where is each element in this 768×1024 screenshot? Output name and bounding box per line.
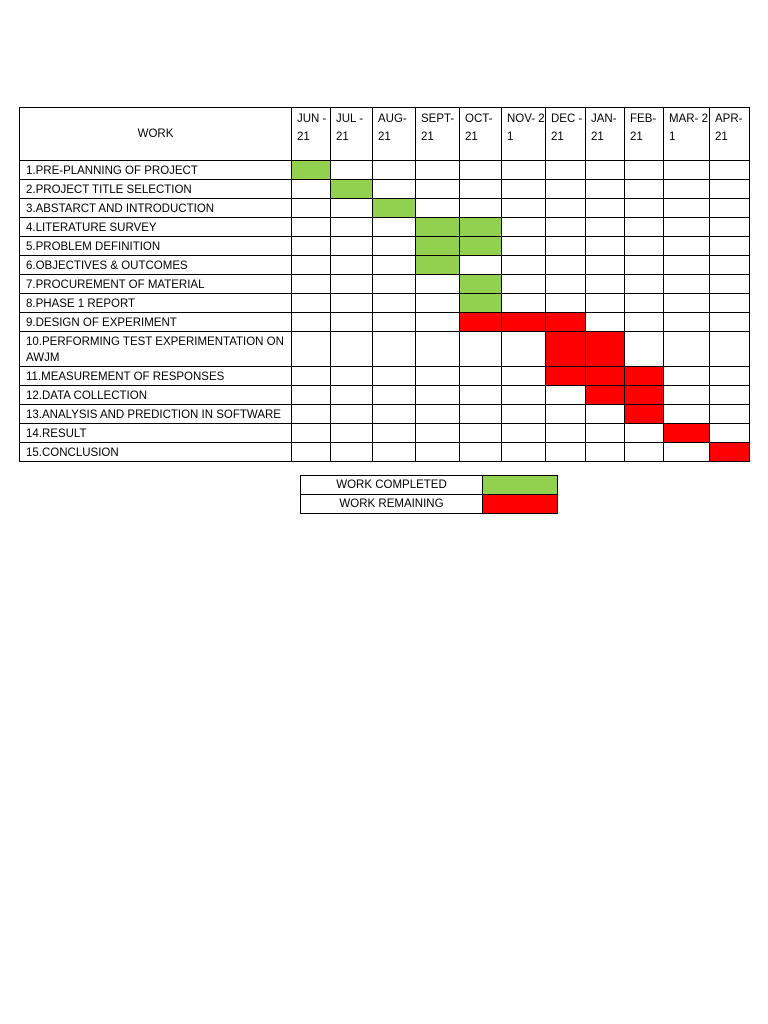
gantt-empty-cell: [710, 218, 750, 237]
gantt-empty-cell: [416, 199, 460, 218]
gantt-empty-cell: [586, 424, 625, 443]
task-label: 5.PROBLEM DEFINITION: [20, 237, 292, 256]
gantt-bar-cell: [460, 313, 502, 332]
task-row: [20, 294, 750, 313]
gantt-empty-cell: [625, 218, 664, 237]
gantt-empty-cell: [331, 405, 373, 424]
gantt-empty-cell: [710, 424, 750, 443]
gantt-empty-cell: [546, 180, 586, 199]
gantt-empty-cell: [292, 199, 331, 218]
gantt-empty-cell: [664, 218, 710, 237]
gantt-empty-cell: [460, 405, 502, 424]
task-label: 14.RESULT: [20, 424, 292, 443]
task-row: [20, 180, 750, 199]
task-label: 7.PROCUREMENT OF MATERIAL: [20, 275, 292, 294]
gantt-empty-cell: [416, 386, 460, 405]
task-row: [20, 237, 750, 256]
gantt-empty-cell: [546, 443, 586, 462]
gantt-empty-cell: [710, 180, 750, 199]
gantt-empty-cell: [460, 367, 502, 386]
gantt-empty-cell: [664, 275, 710, 294]
gantt-empty-cell: [710, 256, 750, 275]
gantt-empty-cell: [502, 386, 546, 405]
month-header: APR- 21: [710, 108, 750, 161]
gantt-empty-cell: [502, 405, 546, 424]
legend-label: WORK REMAINING: [301, 495, 483, 514]
gantt-empty-cell: [331, 256, 373, 275]
gantt-empty-cell: [664, 332, 710, 367]
gantt-bar-cell: [625, 405, 664, 424]
month-header: SEPT- 21: [416, 108, 460, 161]
gantt-empty-cell: [586, 218, 625, 237]
gantt-empty-cell: [502, 218, 546, 237]
gantt-empty-cell: [373, 424, 416, 443]
gantt-empty-cell: [625, 332, 664, 367]
gantt-empty-cell: [586, 256, 625, 275]
gantt-empty-cell: [460, 332, 502, 367]
gantt-bar-cell: [664, 424, 710, 443]
gantt-bar-cell: [625, 386, 664, 405]
gantt-empty-cell: [546, 199, 586, 218]
gantt-empty-cell: [546, 256, 586, 275]
gantt-empty-cell: [664, 386, 710, 405]
gantt-empty-cell: [331, 218, 373, 237]
gantt-empty-cell: [710, 332, 750, 367]
task-row: [20, 218, 750, 237]
gantt-empty-cell: [373, 161, 416, 180]
task-label: 6.OBJECTIVES & OUTCOMES: [20, 256, 292, 275]
gantt-empty-cell: [416, 294, 460, 313]
gantt-empty-cell: [625, 275, 664, 294]
gantt-empty-cell: [373, 443, 416, 462]
gantt-empty-cell: [546, 275, 586, 294]
task-label: 8.PHASE 1 REPORT: [20, 294, 292, 313]
gantt-empty-cell: [292, 332, 331, 367]
task-row: [20, 313, 750, 332]
task-label: 3.ABSTARCT AND INTRODUCTION: [20, 199, 292, 218]
gantt-empty-cell: [331, 237, 373, 256]
gantt-empty-cell: [625, 256, 664, 275]
task-rows: [20, 161, 750, 462]
month-header: OCT- 21: [460, 108, 502, 161]
task-row: [20, 424, 750, 443]
gantt-empty-cell: [460, 161, 502, 180]
gantt-empty-cell: [546, 218, 586, 237]
gantt-empty-cell: [546, 161, 586, 180]
work-column-header: WORK: [20, 108, 292, 161]
gantt-empty-cell: [710, 199, 750, 218]
gantt-empty-cell: [710, 275, 750, 294]
gantt-bar-cell: [416, 256, 460, 275]
task-label: 15.CONCLUSION: [20, 443, 292, 462]
gantt-empty-cell: [292, 218, 331, 237]
gantt-empty-cell: [502, 256, 546, 275]
gantt-empty-cell: [625, 180, 664, 199]
gantt-empty-cell: [292, 313, 331, 332]
gantt-empty-cell: [331, 443, 373, 462]
gantt-bar-cell: [460, 237, 502, 256]
gantt-bar-cell: [625, 367, 664, 386]
gantt-empty-cell: [502, 294, 546, 313]
gantt-empty-cell: [331, 386, 373, 405]
task-label: 12.DATA COLLECTION: [20, 386, 292, 405]
gantt-empty-cell: [664, 443, 710, 462]
gantt-empty-cell: [664, 180, 710, 199]
gantt-bar-cell: [502, 313, 546, 332]
gantt-bar-cell: [416, 218, 460, 237]
gantt-empty-cell: [416, 275, 460, 294]
gantt-empty-cell: [292, 367, 331, 386]
legend: [300, 475, 558, 514]
gantt-empty-cell: [625, 294, 664, 313]
month-header: DEC - 21: [546, 108, 586, 161]
task-row: [20, 199, 750, 218]
task-row: [20, 256, 750, 275]
gantt-empty-cell: [416, 424, 460, 443]
gantt-empty-cell: [586, 405, 625, 424]
gantt-empty-cell: [331, 161, 373, 180]
gantt-empty-cell: [373, 180, 416, 199]
gantt-empty-cell: [546, 294, 586, 313]
gantt-empty-cell: [664, 405, 710, 424]
gantt-bar-cell: [586, 386, 625, 405]
task-row: [20, 367, 750, 386]
gantt-empty-cell: [546, 237, 586, 256]
gantt-empty-cell: [664, 294, 710, 313]
gantt-empty-cell: [586, 237, 625, 256]
gantt-bar-cell: [586, 332, 625, 367]
gantt-empty-cell: [586, 443, 625, 462]
gantt-empty-cell: [502, 237, 546, 256]
task-label: 10.PERFORMING TEST EXPERIMENTATION ON AWJM: [20, 332, 292, 367]
gantt-bar-cell: [546, 332, 586, 367]
gantt-empty-cell: [416, 367, 460, 386]
gantt-empty-cell: [710, 294, 750, 313]
gantt-bar-cell: [460, 275, 502, 294]
gantt-empty-cell: [460, 256, 502, 275]
gantt-empty-cell: [373, 405, 416, 424]
gantt-empty-cell: [502, 161, 546, 180]
gantt-bar-cell: [460, 294, 502, 313]
gantt-empty-cell: [331, 294, 373, 313]
legend-swatch: [483, 476, 558, 495]
gantt-bar-cell: [416, 237, 460, 256]
gantt-empty-cell: [664, 237, 710, 256]
legend-item: [301, 495, 558, 514]
task-label: 13.ANALYSIS AND PREDICTION IN SOFTWARE: [20, 405, 292, 424]
month-header: NOV- 21: [502, 108, 546, 161]
gantt-empty-cell: [625, 237, 664, 256]
gantt-empty-cell: [331, 199, 373, 218]
gantt-empty-cell: [710, 367, 750, 386]
gantt-empty-cell: [586, 275, 625, 294]
task-row: [20, 443, 750, 462]
gantt-empty-cell: [664, 313, 710, 332]
gantt-empty-cell: [502, 275, 546, 294]
task-label: 9.DESIGN OF EXPERIMENT: [20, 313, 292, 332]
gantt-empty-cell: [331, 313, 373, 332]
task-row: [20, 332, 750, 367]
task-label: 4.LITERATURE SURVEY: [20, 218, 292, 237]
gantt-empty-cell: [710, 237, 750, 256]
gantt-empty-cell: [292, 443, 331, 462]
task-row: [20, 275, 750, 294]
gantt-empty-cell: [460, 424, 502, 443]
gantt-empty-cell: [416, 180, 460, 199]
gantt-bar-cell: [546, 367, 586, 386]
month-header: JAN- 21: [586, 108, 625, 161]
gantt-empty-cell: [710, 313, 750, 332]
month-header: FEB- 21: [625, 108, 664, 161]
gantt-empty-cell: [460, 386, 502, 405]
gantt-empty-cell: [292, 386, 331, 405]
gantt-empty-cell: [664, 367, 710, 386]
gantt-empty-cell: [331, 367, 373, 386]
gantt-empty-cell: [460, 199, 502, 218]
gantt-chart-table: [19, 107, 750, 462]
gantt-empty-cell: [502, 180, 546, 199]
task-label: 11.MEASUREMENT OF RESPONSES: [20, 367, 292, 386]
gantt-empty-cell: [331, 275, 373, 294]
task-label: 2.PROJECT TITLE SELECTION: [20, 180, 292, 199]
gantt-empty-cell: [292, 424, 331, 443]
gantt-empty-cell: [502, 199, 546, 218]
gantt-bar-cell: [292, 161, 331, 180]
gantt-bar-cell: [586, 367, 625, 386]
gantt-empty-cell: [502, 332, 546, 367]
gantt-empty-cell: [586, 199, 625, 218]
legend-item: [301, 476, 558, 495]
month-header: JUN -21: [292, 108, 331, 161]
gantt-empty-cell: [502, 443, 546, 462]
gantt-bar-cell: [331, 180, 373, 199]
gantt-empty-cell: [416, 332, 460, 367]
gantt-empty-cell: [292, 275, 331, 294]
legend-swatch: [483, 495, 558, 514]
gantt-empty-cell: [416, 443, 460, 462]
gantt-empty-cell: [710, 161, 750, 180]
gantt-empty-cell: [373, 367, 416, 386]
gantt-empty-cell: [546, 386, 586, 405]
gantt-bar-cell: [710, 443, 750, 462]
gantt-bar-cell: [373, 199, 416, 218]
gantt-empty-cell: [625, 424, 664, 443]
gantt-empty-cell: [546, 405, 586, 424]
gantt-empty-cell: [292, 256, 331, 275]
gantt-empty-cell: [546, 424, 586, 443]
gantt-empty-cell: [373, 386, 416, 405]
gantt-empty-cell: [416, 313, 460, 332]
gantt-empty-cell: [664, 161, 710, 180]
gantt-empty-cell: [373, 294, 416, 313]
gantt-empty-cell: [292, 237, 331, 256]
gantt-empty-cell: [625, 161, 664, 180]
gantt-bar-cell: [546, 313, 586, 332]
gantt-empty-cell: [292, 405, 331, 424]
header-row: [20, 108, 750, 161]
month-header: JUL - 21: [331, 108, 373, 161]
gantt-empty-cell: [416, 405, 460, 424]
gantt-empty-cell: [586, 180, 625, 199]
gantt-empty-cell: [292, 180, 331, 199]
month-header: MAR- 21: [664, 108, 710, 161]
gantt-empty-cell: [460, 443, 502, 462]
gantt-empty-cell: [331, 332, 373, 367]
gantt-empty-cell: [373, 256, 416, 275]
gantt-empty-cell: [502, 367, 546, 386]
gantt-empty-cell: [710, 405, 750, 424]
gantt-empty-cell: [664, 256, 710, 275]
gantt-empty-cell: [460, 180, 502, 199]
task-row: [20, 405, 750, 424]
gantt-empty-cell: [373, 275, 416, 294]
gantt-empty-cell: [502, 424, 546, 443]
gantt-empty-cell: [373, 237, 416, 256]
gantt-empty-cell: [664, 199, 710, 218]
task-row: [20, 161, 750, 180]
gantt-bar-cell: [460, 218, 502, 237]
gantt-empty-cell: [373, 313, 416, 332]
gantt-empty-cell: [710, 386, 750, 405]
gantt-empty-cell: [292, 294, 331, 313]
gantt-empty-cell: [625, 443, 664, 462]
gantt-empty-cell: [625, 199, 664, 218]
gantt-empty-cell: [586, 161, 625, 180]
month-header: AUG- 21: [373, 108, 416, 161]
gantt-empty-cell: [331, 424, 373, 443]
task-label: 1.PRE-PLANNING OF PROJECT: [20, 161, 292, 180]
legend-label: WORK COMPLETED: [301, 476, 483, 495]
gantt-empty-cell: [373, 332, 416, 367]
gantt-empty-cell: [416, 161, 460, 180]
task-row: [20, 386, 750, 405]
gantt-empty-cell: [586, 313, 625, 332]
gantt-empty-cell: [625, 313, 664, 332]
gantt-empty-cell: [586, 294, 625, 313]
gantt-empty-cell: [373, 218, 416, 237]
